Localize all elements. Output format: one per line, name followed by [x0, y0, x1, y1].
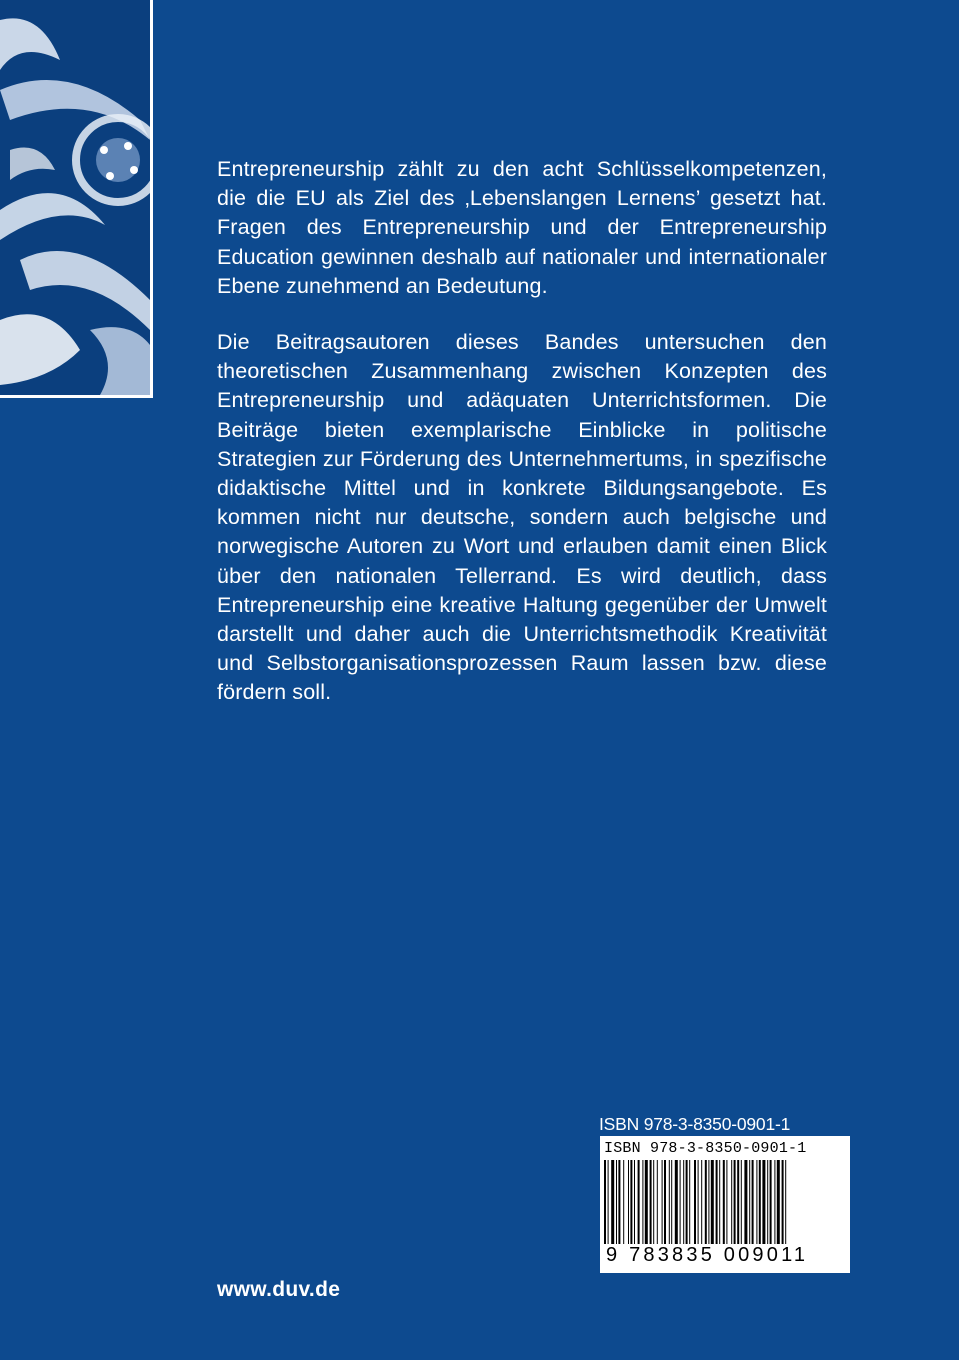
barcode-bar [785, 1160, 786, 1246]
barcode-bar [749, 1160, 750, 1246]
barcode-bar [653, 1160, 654, 1246]
barcode-bar [680, 1160, 681, 1246]
barcode-bar [744, 1160, 747, 1246]
barcode-bar [726, 1160, 727, 1246]
barcode-bar [719, 1160, 720, 1246]
abstract-photo-image [0, 0, 150, 395]
cover-photo-fragment [0, 0, 153, 398]
barcode-bar [741, 1160, 742, 1246]
barcode-bar [731, 1160, 732, 1246]
barcode-bar [611, 1160, 614, 1246]
barcode-bar [638, 1160, 640, 1246]
barcode-bar [608, 1160, 609, 1246]
barcode-bar [777, 1160, 780, 1246]
barcode-bars [604, 1160, 846, 1246]
barcode-bar [628, 1160, 629, 1246]
barcode-bar [671, 1160, 672, 1246]
barcode-bar [752, 1160, 754, 1246]
barcode-bar [774, 1160, 775, 1246]
barcode-bar [716, 1160, 718, 1246]
barcode-bar [634, 1160, 635, 1246]
barcode-digits: 9 783835 009011 [604, 1244, 848, 1267]
barcode-bar [662, 1160, 663, 1246]
barcode-bar [782, 1160, 784, 1246]
barcode-bar [630, 1160, 632, 1246]
barcode-bar [669, 1160, 670, 1246]
barcode-bar [734, 1160, 736, 1246]
barcode-bar [618, 1160, 620, 1246]
barcode-bar [642, 1160, 643, 1246]
barcode-bar [683, 1160, 684, 1246]
barcode-bar [708, 1160, 709, 1246]
barcode-bar [664, 1160, 666, 1246]
blurb-paragraph-1: Entrepreneurship zählt zu den acht Schlüsselkompetenzen, die die EU als Ziel des ‚Lebenslangen Lernens’ gesetzt hat. Fragen des Entrepreneurship und der Entrepreneurship Education gewinnen deshalb auf nationaler und internationaler Ebene zunehmend an Bedeutung. [217, 157, 827, 298]
back-cover-blurb [217, 155, 827, 735]
barcode-bar [604, 1160, 606, 1246]
barcode-bar [711, 1160, 714, 1246]
barcode-isbn-label: ISBN 978-3-8350-0901-1 [604, 1140, 807, 1157]
barcode-bar [767, 1160, 768, 1246]
barcode-bar [705, 1160, 707, 1246]
barcode-bar [686, 1160, 688, 1246]
barcode-bar [756, 1160, 757, 1246]
blurb-paragraph-2: Die Beitragsautoren dieses Bandes untersuchen den theoretischen Zusammenhang zwischen Konzepten des Entrepreneurship und adäquaten Unterrichtsformen. Die Beiträge bieten exemplarische Einblicke in politische Strategien zur Förderung des Unternehmertums, in spezifische didaktische Mittel und in konkrete Bildungsangebote. Es kommen nicht nur deutsche, sondern auch belgische und norwegische Autoren zu Wort und erlauben damit einen Blick über den nationalen Tellerrand. Es wird deutlich, dass Entrepreneurship eine kreative Haltung gegenüber der Umwelt darstellt und daher auch die Unterrichtsmethodik Kreativität und Selbstorganisationsprozessen Raum lassen bzw. diese fördern soll. [217, 330, 827, 705]
barcode-bar [701, 1160, 702, 1246]
isbn-label: ISBN 978-3-8350-0901-1 [599, 1114, 791, 1134]
barcode-bar [737, 1160, 739, 1246]
barcode-bar [694, 1160, 696, 1246]
publisher-url: www.duv.de [217, 1278, 341, 1301]
barcode-bar [623, 1160, 624, 1246]
barcode-bar [675, 1160, 678, 1246]
barcode-bar [645, 1160, 648, 1246]
barcode-bar [759, 1160, 761, 1246]
barcode-bar [650, 1160, 652, 1246]
barcode-bar [723, 1160, 725, 1246]
barcode-bar [698, 1160, 699, 1246]
barcode-bar [616, 1160, 617, 1246]
barcode-bar [689, 1160, 690, 1246]
barcode-bar [770, 1160, 772, 1246]
barcode-bar [762, 1160, 765, 1246]
barcode-bar [657, 1160, 658, 1246]
barcode [600, 1136, 850, 1273]
